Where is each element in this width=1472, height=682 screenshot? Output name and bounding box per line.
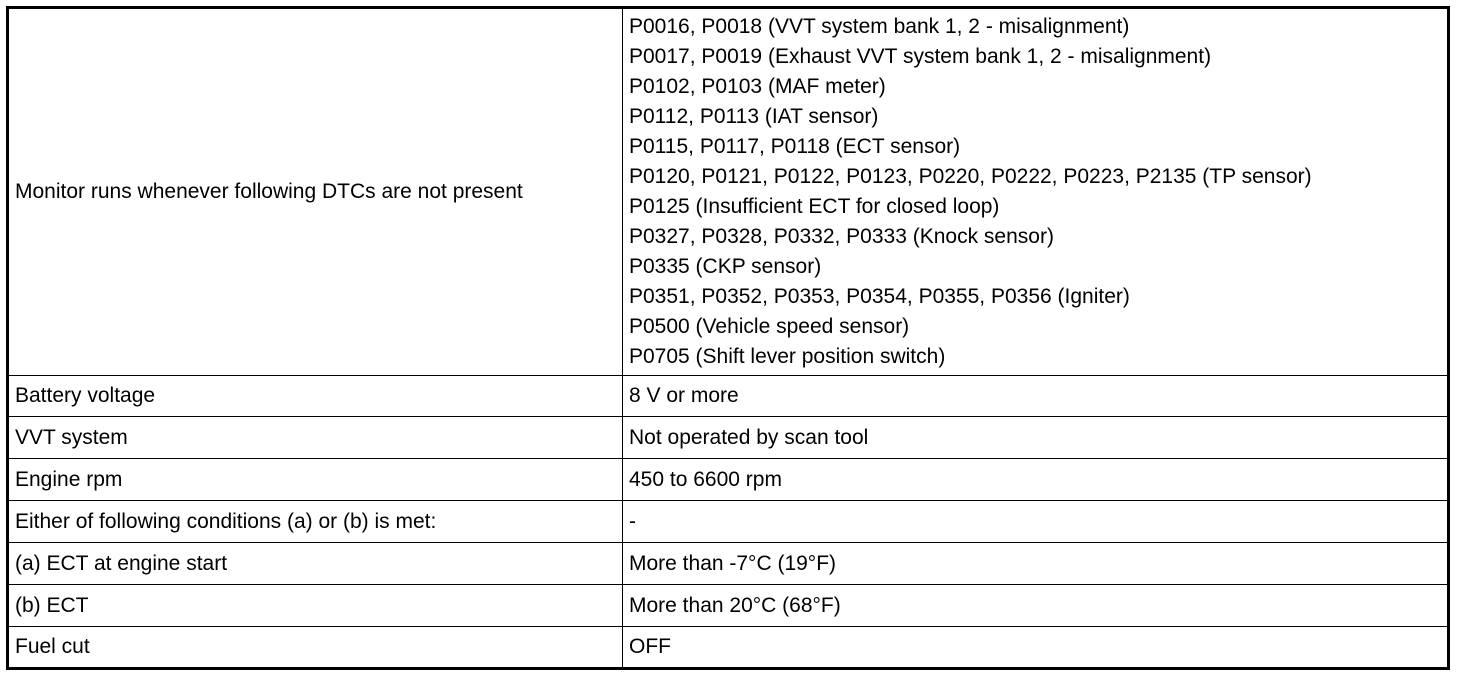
dtc-list <box>623 8 1449 376</box>
dtc-list-item: P0351, P0352, P0353, P0354, P0355, P0356 (Igniter) <box>629 285 1130 308</box>
condition-label: Either of following conditions (a) or (b) is met: <box>8 501 623 543</box>
condition-label: VVT system <box>8 417 623 459</box>
condition-value: More than -7°C (19°F) <box>623 543 1449 585</box>
condition-label: Engine rpm <box>8 459 623 501</box>
dtc-list-item: P0327, P0328, P0332, P0333 (Knock sensor) <box>629 225 1054 248</box>
table-row <box>8 501 1449 543</box>
dtc-list-item: P0102, P0103 (MAF meter) <box>629 75 886 98</box>
condition-label: (b) ECT <box>8 585 623 627</box>
condition-value: OFF <box>623 627 1449 669</box>
dtc-list-item: P0016, P0018 (VVT system bank 1, 2 - misalignment) <box>629 15 1130 38</box>
condition-value: More than 20°C (68°F) <box>623 585 1449 627</box>
condition-label: Battery voltage <box>8 376 623 417</box>
dtc-list-item: P0125 (Insufficient ECT for closed loop) <box>629 195 1000 218</box>
condition-value: - <box>623 501 1449 543</box>
dtc-list-item: P0112, P0113 (IAT sensor) <box>629 105 879 128</box>
dtc-list-item: P0500 (Vehicle speed sensor) <box>629 315 910 338</box>
dtc-list-item: P0017, P0019 (Exhaust VVT system bank 1, 2 - misalignment) <box>629 45 1212 68</box>
monitor-conditions-table <box>6 6 1450 670</box>
table-row <box>8 459 1449 501</box>
condition-label: Monitor runs whenever following DTCs are not present <box>8 8 623 376</box>
dtc-list-item: P0705 (Shift lever position switch) <box>629 345 946 368</box>
table-row <box>8 543 1449 585</box>
dtc-list-item: P0120, P0121, P0122, P0123, P0220, P0222, P0223, P2135 (TP sensor) <box>629 165 1312 188</box>
table-row <box>8 417 1449 459</box>
condition-value: 8 V or more <box>623 376 1449 417</box>
table-row <box>8 585 1449 627</box>
table-row <box>8 376 1449 417</box>
condition-value: Not operated by scan tool <box>623 417 1449 459</box>
table-row <box>8 8 1449 376</box>
condition-label: (a) ECT at engine start <box>8 543 623 585</box>
condition-label: Fuel cut <box>8 627 623 669</box>
condition-value: 450 to 6600 rpm <box>623 459 1449 501</box>
dtc-list-item: P0115, P0117, P0118 (ECT sensor) <box>629 135 961 158</box>
dtc-list-item: P0335 (CKP sensor) <box>629 255 822 278</box>
table-row <box>8 627 1449 669</box>
